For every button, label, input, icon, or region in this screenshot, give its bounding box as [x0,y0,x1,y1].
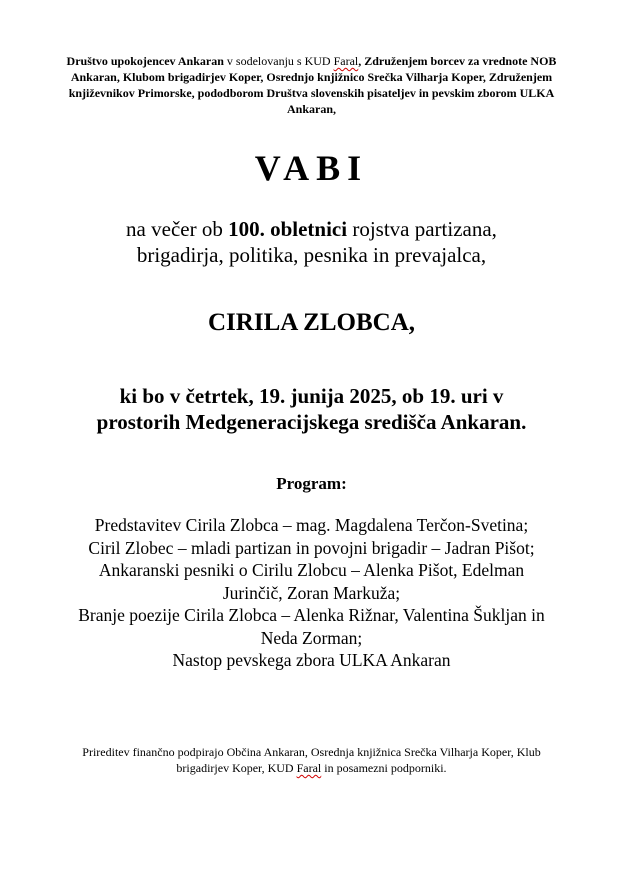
intro-before: na večer ob [126,217,229,241]
organizers-header [60,53,563,117]
program-line: Neda Zorman; [260,627,363,648]
program-list [40,514,583,672]
header-faral: Faral [333,54,359,68]
footer-faral: Faral [296,761,322,775]
program-line: Nastop pevskega zbora ULKA Ankaran [172,650,451,670]
organizer-name: Društvo upokojencev Ankaran [66,54,224,68]
program-line: Ciril Zlobec – mladi partizan in povojni brigadir – Jadran Pišot; [88,537,535,558]
footer-text-2: in posamezni podporniki. [321,761,447,775]
footer-text-1: Prireditev finančno podpirajo Občina Ankaran, Osrednja knjižnica Srečka Vilharja Koper, Klub brigadirjev Koper, KUD [82,745,541,775]
intro-line-1 [60,216,563,242]
intro-text [60,216,563,268]
intro-anniversary: 100. obletnici [228,217,348,241]
program-line: Jurinčič, Zoran Markuža; [222,582,401,603]
event-details-line-2: prostorih Medgeneracijskega središča Ankaran. [96,410,527,434]
intro-line-2: brigadirja, politika, pesnika in prevajalca, [136,243,487,267]
header-text-2: , Združenjem borcev za vrednote NOB Ankaran, Klubom brigadirjev Koper, Osrednjo knjižnico Srečka Vilharja Koper, Združenjem književnikov Primorske, pododborom Društva slovenskih pisateljev in pevskim zborom ULKA Ankaran, [68,54,557,116]
program-line: Predstavitev Cirila Zlobca – mag. Magdalena Terčon-Svetina; [94,515,529,535]
event-details-line-1: ki bo v četrtek, 19. junija 2025, ob 19. uri v [119,384,504,408]
invitation-title: VABI [254,148,369,188]
event-details [40,383,583,435]
program-line: Branje poezije Cirila Zlobca – Alenka Rižnar, Valentina Šukljan in [78,605,545,625]
sponsors-footer [55,744,568,776]
intro-after: rojstva partizana, [347,217,497,241]
program-line: Ankaranski pesniki o Cirilu Zlobcu – Alenka Pišot, Edelman [98,560,525,580]
honoree-name: CIRILA ZLOBCA, [208,309,415,336]
header-text-1: v sodelovanju s KUD [223,54,334,68]
program-heading: Program: [276,474,347,493]
